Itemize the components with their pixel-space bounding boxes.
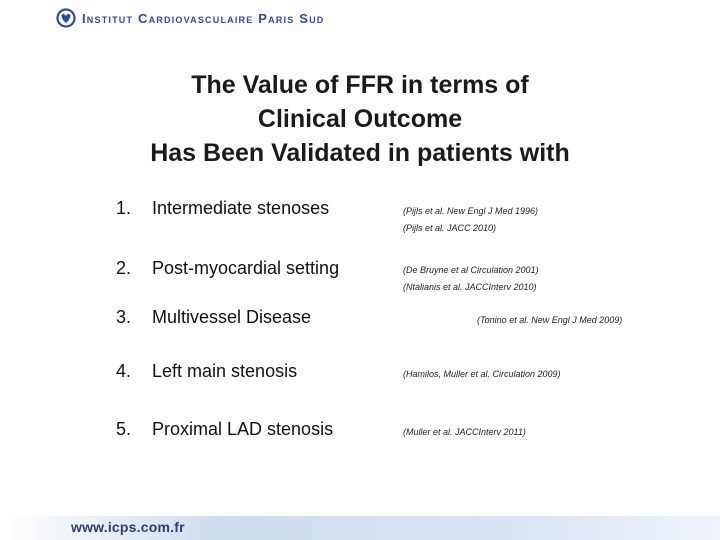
header-logo bbox=[56, 6, 325, 30]
logo-text: Institut Cardiovasculaire Paris Sud bbox=[82, 10, 325, 26]
item-label: Left main stenosis bbox=[152, 361, 298, 381]
title-line-1: The Value of FFR in terms of bbox=[191, 71, 529, 99]
item-number: 4. bbox=[116, 361, 132, 381]
list-item-4 bbox=[116, 361, 297, 382]
heart-logo-icon bbox=[56, 8, 76, 28]
reference: (Muller et al. JACCInterv 2011) bbox=[403, 427, 526, 437]
reference: (Hamilos, Muller et al. Circulation 2009) bbox=[403, 369, 561, 379]
reference: (Tonino et al. New Engl J Med 2009) bbox=[477, 315, 623, 325]
item-number: 1. bbox=[116, 198, 132, 218]
footer-url: www.icps.com.fr bbox=[71, 519, 185, 535]
list-item-3 bbox=[116, 307, 311, 328]
list-item-5 bbox=[116, 419, 333, 440]
title-line-2: Clinical Outcome bbox=[257, 105, 463, 133]
item-label: Intermediate stenoses bbox=[152, 198, 330, 218]
item-label: Multivessel Disease bbox=[152, 307, 312, 327]
item-4-references bbox=[403, 366, 561, 383]
reference: (Pijls et al. New Engl J Med 1996) bbox=[403, 206, 539, 216]
item-label: Proximal LAD stenosis bbox=[152, 419, 334, 439]
item-5-references bbox=[403, 424, 526, 441]
item-3-references bbox=[477, 312, 622, 329]
item-number: 2. bbox=[116, 258, 132, 278]
reference: (Ntalianis et al. JACCInterv 2010) bbox=[403, 282, 537, 292]
list-item-1 bbox=[116, 198, 329, 219]
item-label: Post-myocardial setting bbox=[152, 258, 340, 278]
item-number: 5. bbox=[116, 419, 132, 439]
reference: (De Bruyne et al Circulation 2001) bbox=[403, 265, 539, 275]
item-1-references bbox=[403, 203, 538, 237]
item-number: 3. bbox=[116, 307, 132, 327]
reference: (Pijls et al. JACC 2010) bbox=[403, 223, 497, 233]
item-2-references bbox=[403, 262, 539, 296]
footer-bar bbox=[0, 516, 720, 540]
slide-title bbox=[0, 68, 720, 170]
list-item-2 bbox=[116, 258, 339, 279]
title-line-3: Has Been Validated in patients with bbox=[150, 139, 570, 167]
